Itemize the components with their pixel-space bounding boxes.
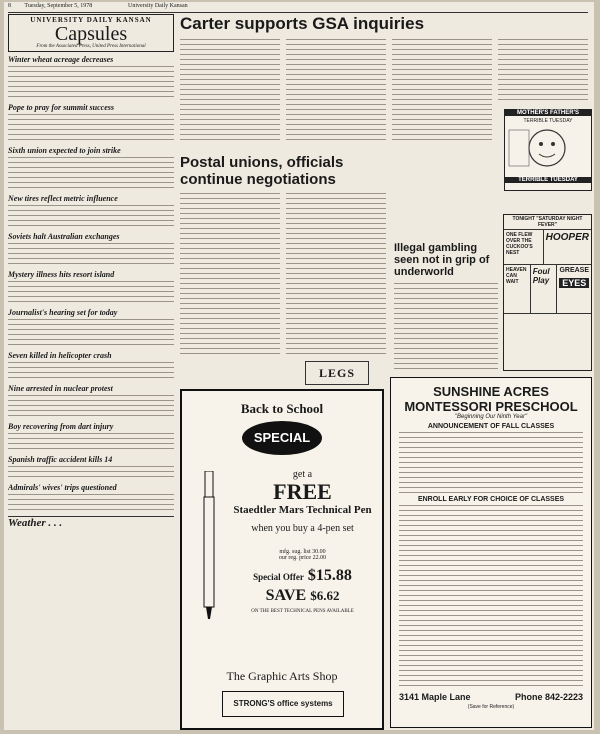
illegal-gambling-headline: Illegal gambling seen not in grip of underworld bbox=[394, 242, 490, 278]
capsule-headline: Seven killed in helicopter crash bbox=[8, 351, 112, 360]
body-text bbox=[180, 192, 280, 357]
montessori-announcement: ANNOUNCEMENT OF FALL CLASSES bbox=[427, 423, 555, 430]
montessori-save: (Save for Reference) bbox=[467, 704, 515, 710]
capsule-headline: Sixth union expected to join strike bbox=[8, 146, 121, 155]
montessori-title: SUNSHINE ACRES MONTESSORI PRESCHOOL bbox=[404, 384, 578, 414]
body-text bbox=[8, 204, 174, 229]
theater-top: TONIGHT "SATURDAY NIGHT FEVER" bbox=[504, 215, 591, 230]
body-text bbox=[8, 242, 174, 267]
ad-free: FREE bbox=[273, 479, 332, 504]
capsule-headline: Winter wheat acreage decreases bbox=[8, 55, 114, 64]
capsules-title: Capsules bbox=[54, 23, 128, 45]
folio-date: Tuesday, September 5, 1978 bbox=[24, 3, 93, 9]
ad-strong: STRONG'S office systems bbox=[222, 691, 344, 717]
capsules-column bbox=[8, 14, 174, 726]
montessori-enroll: ENROLL EARLY FOR CHOICE OF CLASSES bbox=[417, 496, 565, 503]
ad-line1: Back to School bbox=[240, 401, 324, 416]
weather-heading: Weather . . . bbox=[8, 516, 174, 529]
ad-product: Staedtler Mars Technical Pen bbox=[233, 504, 372, 516]
theater-foulplay: Foul Play bbox=[531, 265, 558, 313]
capsule-story bbox=[8, 103, 174, 143]
ad-list2: our reg. price 22.00 bbox=[278, 555, 327, 561]
body-text bbox=[8, 361, 174, 381]
body-text bbox=[8, 493, 174, 513]
theater-heaven: HEAVEN CAN WAIT bbox=[504, 265, 531, 313]
legs-ad: LEGS bbox=[305, 361, 369, 385]
capsule-headline: New tires reflect metric influence bbox=[8, 194, 118, 203]
page-number: 8 bbox=[8, 3, 11, 9]
newspaper-page bbox=[4, 2, 594, 730]
capsule-story bbox=[8, 194, 174, 229]
body-text bbox=[399, 431, 583, 493]
body-text bbox=[399, 504, 583, 690]
capsule-headline: Journalist's hearing set for today bbox=[8, 308, 118, 317]
capsule-headline: Spanish traffic accident kills 14 bbox=[8, 455, 113, 464]
ad-get: get a bbox=[292, 469, 313, 480]
ad-title: MOTHER'S FATHER'S bbox=[505, 110, 591, 116]
body-text bbox=[8, 432, 174, 452]
body-text bbox=[286, 192, 386, 357]
capsule-story bbox=[8, 146, 174, 191]
theater-eyes: EYES bbox=[559, 278, 589, 288]
body-text bbox=[286, 38, 386, 142]
body-text bbox=[8, 529, 174, 534]
body-text bbox=[180, 38, 280, 142]
capsules-header bbox=[8, 14, 174, 52]
special-offer-price: $15.88 bbox=[307, 567, 352, 584]
postal-headline: Postal unions, officials continue negotiations bbox=[180, 154, 344, 188]
ad-footer: TERRIBLE TUESDAY bbox=[505, 177, 591, 183]
body-text bbox=[8, 318, 174, 348]
folio-line bbox=[8, 3, 588, 13]
capsule-story bbox=[8, 455, 174, 480]
capsules-subtitle: From the Associated Press, United Press International bbox=[36, 44, 146, 49]
montessori-ad bbox=[390, 377, 592, 728]
main-headline: Carter supports GSA inquiries bbox=[180, 14, 425, 33]
folio-paper: University Daily Kansan bbox=[128, 3, 188, 9]
theater-grease: GREASE bbox=[559, 267, 589, 274]
body-text bbox=[8, 65, 174, 100]
capsule-headline: Admirals' wives' trips questioned bbox=[8, 483, 117, 492]
body-text bbox=[394, 282, 498, 370]
body-text bbox=[8, 465, 174, 480]
special-offer-label: Special Offer bbox=[253, 572, 304, 582]
capsule-headline: Mystery illness hits resort island bbox=[8, 270, 115, 279]
capsule-headline: Soviets halt Australian exchanges bbox=[8, 232, 120, 241]
capsule-story bbox=[8, 270, 174, 305]
ad-when: when you buy a 4-pen set bbox=[251, 523, 354, 534]
theater-cuckoo: ONE FLEW OVER THE CUCKOO'S NEST bbox=[504, 230, 544, 264]
capsule-story bbox=[8, 55, 174, 100]
body-text bbox=[8, 113, 174, 143]
theater-hooper: HOOPER bbox=[545, 232, 589, 243]
capsules-kicker: UNIVERSITY DAILY KANSAN bbox=[30, 16, 152, 24]
capsule-headline: Nine arrested in nuclear protest bbox=[8, 384, 113, 393]
special-badge: SPECIAL bbox=[242, 421, 322, 455]
save-label: SAVE bbox=[265, 587, 307, 604]
mothers-fathers-ad bbox=[504, 109, 592, 191]
ad-best: ON THE BEST TECHNICAL PENS AVAILABLE bbox=[251, 609, 354, 614]
theater-ads bbox=[503, 214, 592, 371]
montessori-tagline: "Beginning Our Ninth Year" bbox=[454, 414, 528, 420]
ad-illustration bbox=[505, 124, 589, 172]
body-text bbox=[392, 38, 492, 142]
capsule-story bbox=[8, 308, 174, 348]
body-text bbox=[498, 38, 588, 104]
capsule-headline: Pope to pray for summit success bbox=[8, 103, 114, 112]
body-text bbox=[8, 280, 174, 305]
capsule-story bbox=[8, 351, 174, 381]
main-area bbox=[180, 14, 590, 726]
capsule-story bbox=[8, 422, 174, 452]
body-text bbox=[8, 156, 174, 191]
graphic-arts-ad bbox=[180, 389, 384, 730]
save-amount: $6.62 bbox=[310, 588, 340, 603]
ad-list1: mfg. sug. list 30.00 bbox=[279, 549, 326, 555]
montessori-phone: Phone 842-2223 bbox=[514, 692, 583, 702]
body-text bbox=[8, 394, 174, 419]
capsule-story bbox=[8, 232, 174, 267]
pen-illustration bbox=[200, 471, 218, 621]
capsule-story bbox=[8, 483, 174, 513]
montessori-address: 3141 Maple Lane bbox=[399, 692, 471, 702]
capsule-story bbox=[8, 384, 174, 419]
ad-subtitle: TERRIBLE TUESDAY bbox=[523, 118, 573, 124]
capsule-headline: Boy recovering from dart injury bbox=[8, 422, 114, 431]
ad-store: The Graphic Arts Shop bbox=[226, 669, 338, 683]
